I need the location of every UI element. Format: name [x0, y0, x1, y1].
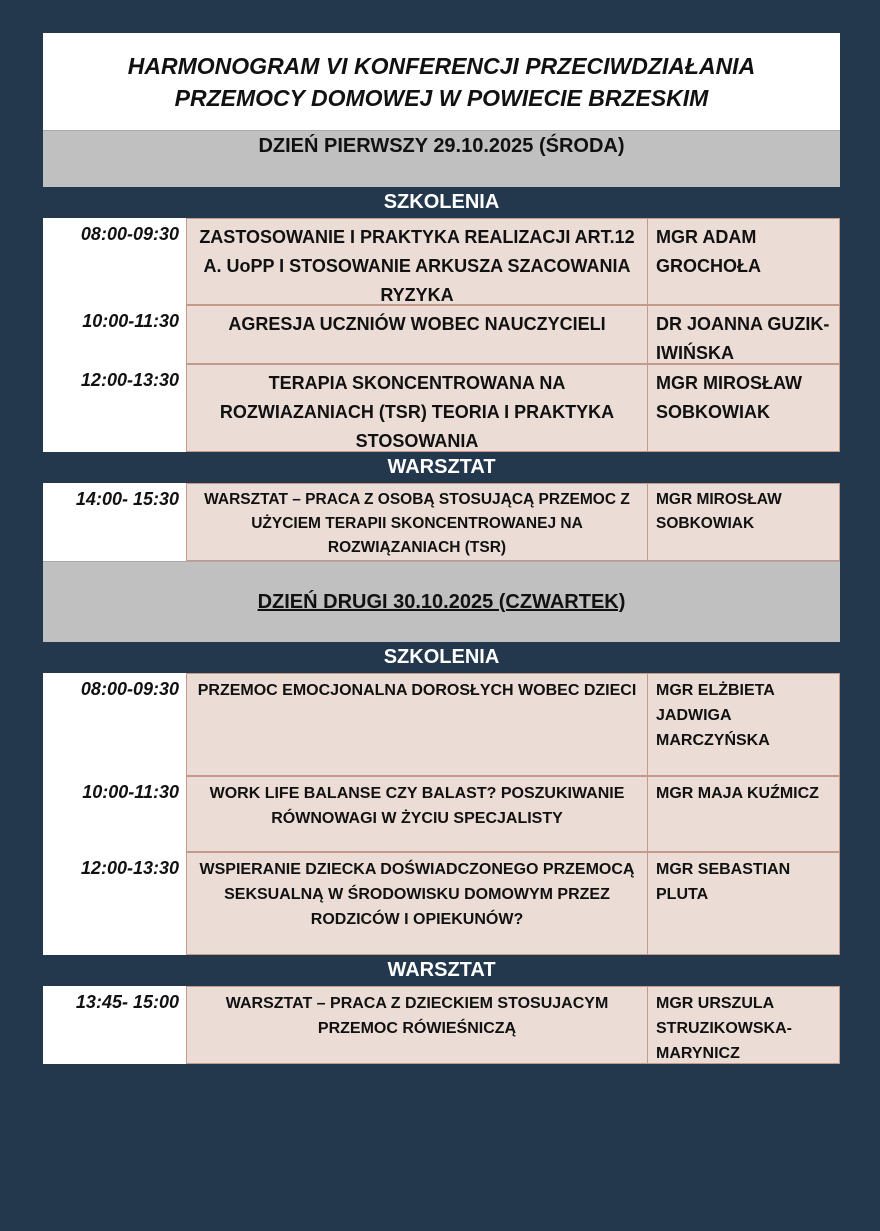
- session-topic: TERAPIA SKONCENTROWANA NA ROZWIAZANIACH (TSR) TEORIA I PRAKTYKA STOSOWANIA: [186, 364, 648, 452]
- schedule-row: [43, 673, 840, 776]
- title-line-2: PRZEMOCY DOMOWEJ W POWIECIE BRZESKIM: [174, 84, 709, 111]
- schedule-row: [43, 776, 840, 852]
- day2-heading: DZIEŃ DRUGI 30.10.2025 (CZWARTEK): [43, 561, 840, 642]
- session-speaker: DR JOANNA GUZIK-IWIŃSKA: [648, 305, 840, 364]
- session-time: 10:00-11:30: [43, 305, 186, 364]
- schedule-row: [43, 483, 840, 561]
- session-speaker: MGR MIROSŁAW SOBKOWIAK: [648, 364, 840, 452]
- schedule-row: [43, 986, 840, 1064]
- session-speaker: MGR URSZULA STRUZIKOWSKA-MARYNICZ: [648, 986, 840, 1064]
- session-time: 08:00-09:30: [43, 673, 186, 776]
- page-title: [43, 33, 840, 130]
- schedule-row: [43, 218, 840, 305]
- day1-trainings-label: SZKOLENIA: [43, 187, 840, 218]
- schedule-sheet: [43, 33, 840, 1064]
- session-topic: PRZEMOC EMOCJONALNA DOROSŁYCH WOBEC DZIECI: [186, 673, 648, 776]
- session-speaker: MGR SEBASTIAN PLUTA: [648, 852, 840, 955]
- session-time: 08:00-09:30: [43, 218, 186, 305]
- schedule-row: [43, 852, 840, 955]
- session-speaker: MGR MIROSŁAW SOBKOWIAK: [648, 483, 840, 561]
- session-speaker: MGR ELŻBIETA JADWIGA MARCZYŃSKA: [648, 673, 840, 776]
- session-topic: WARSZTAT – PRACA Z OSOBĄ STOSUJĄCĄ PRZEMOC Z UŻYCIEM TERAPII SKONCENTROWANEJ NA ROZWIĄZANIACH (TSR): [186, 483, 648, 561]
- session-speaker: MGR ADAM GROCHOŁA: [648, 218, 840, 305]
- session-time: 13:45- 15:00: [43, 986, 186, 1064]
- session-topic: WSPIERANIE DZIECKA DOŚWIADCZONEGO PRZEMOCĄ SEKSUALNĄ W ŚRODOWISKU DOMOWYM PRZEZ RODZICÓW I OPIEKUNÓW?: [186, 852, 648, 955]
- session-topic: AGRESJA UCZNIÓW WOBEC NAUCZYCIELI: [186, 305, 648, 364]
- session-time: 10:00-11:30: [43, 776, 186, 852]
- session-time: 14:00- 15:30: [43, 483, 186, 561]
- title-line-1: HARMONOGRAM VI KONFERENCJI PRZECIWDZIAŁANIA: [127, 52, 756, 79]
- session-topic: ZASTOSOWANIE I PRAKTYKA REALIZACJI ART.12 A. UoPP I STOSOWANIE ARKUSZA SZACOWANIA RYZYKA: [186, 218, 648, 305]
- session-topic: WORK LIFE BALANSE CZY BALAST? POSZUKIWANIE RÓWNOWAGI W ŻYCIU SPECJALISTY: [186, 776, 648, 852]
- day1-heading: DZIEŃ PIERWSZY 29.10.2025 (ŚRODA): [43, 130, 840, 187]
- schedule-row: [43, 364, 840, 452]
- day2-trainings-label: SZKOLENIA: [43, 642, 840, 673]
- session-time: 12:00-13:30: [43, 364, 186, 452]
- session-topic: WARSZTAT – PRACA Z DZIECKIEM STOSUJACYM PRZEMOC RÓWIEŚNICZĄ: [186, 986, 648, 1064]
- day1-workshop-label: WARSZTAT: [43, 452, 840, 483]
- schedule-row: [43, 305, 840, 364]
- day2-workshop-label: WARSZTAT: [43, 955, 840, 986]
- session-time: 12:00-13:30: [43, 852, 186, 955]
- session-speaker: MGR MAJA KUŹMICZ: [648, 776, 840, 852]
